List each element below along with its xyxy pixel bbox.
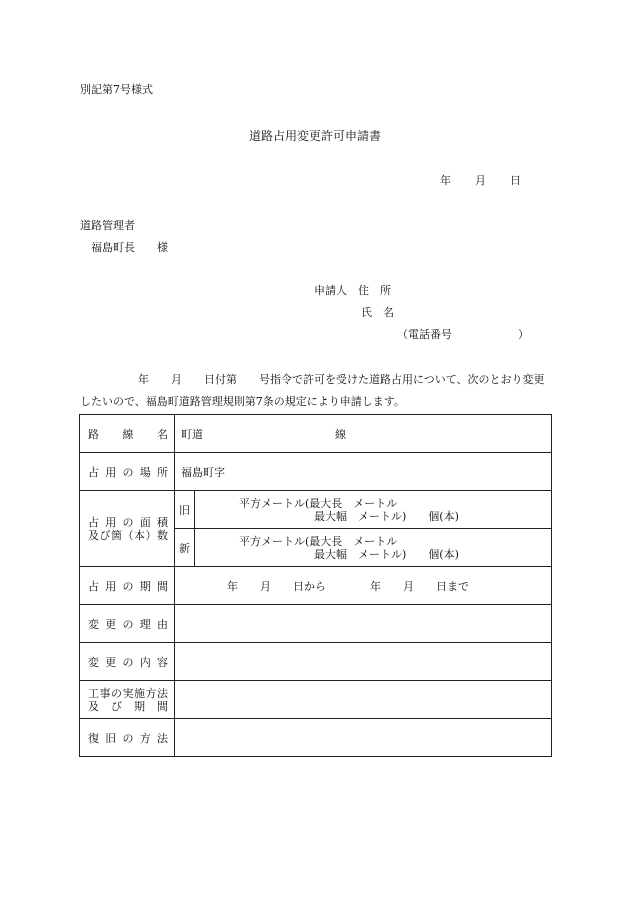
road-name-suffix: 線 <box>335 427 346 441</box>
period-label: 占用の期間 <box>80 567 175 605</box>
construction-field[interactable] <box>175 681 552 719</box>
area-new-line2: 最大幅 メートル) 個(本) <box>314 547 459 561</box>
row-content <box>80 643 552 681</box>
reason-label: 変更の理由 <box>80 605 175 643</box>
road-name-field[interactable] <box>175 415 552 453</box>
restoration-field[interactable] <box>175 719 552 757</box>
construction-label-line2: 及び期間 <box>88 699 168 713</box>
content-label: 変更の内容 <box>80 643 175 681</box>
construction-label-line1: 工事の実施方法 <box>88 686 168 700</box>
content-field[interactable] <box>175 643 552 681</box>
document-title: 道路占用変更許可申請書 <box>248 129 381 143</box>
form-number: 別記第7号様式 <box>80 83 153 96</box>
area-new-line1: 平方メートル(最大長 メートル <box>239 534 398 548</box>
area-old-line1: 平方メートル(最大長 メートル <box>239 496 398 510</box>
area-old-line2: 最大幅 メートル) 個(本) <box>314 509 459 523</box>
row-reason <box>80 605 552 643</box>
area-new-tag: 新 <box>175 529 195 567</box>
place-field[interactable]: 福島町字 <box>175 453 552 491</box>
row-road-name <box>80 415 552 453</box>
applicant-address-label: 申請人 住 所 <box>314 284 391 297</box>
applicant-name-label: 氏 名 <box>361 306 394 319</box>
area-new-field[interactable] <box>195 529 552 567</box>
body-paragraph: 年 月 日付第 号指令で許可を受けた道路占用について、次のとおり変更したいので、福島町道路管理規則第7条の規定により申請します。 <box>80 373 545 408</box>
applicant-phone-label: （電話番号 ） <box>397 328 529 341</box>
addressee-name: 福島町長 様 <box>91 241 168 254</box>
row-period <box>80 567 552 605</box>
period-field[interactable]: 年 月 日から 年 月 日まで <box>175 567 552 605</box>
restoration-label: 復旧の方法 <box>80 719 175 757</box>
addressee-role: 道路管理者 <box>80 219 135 232</box>
row-restoration <box>80 719 552 757</box>
row-construction <box>80 681 552 719</box>
application-table <box>79 414 552 757</box>
date-year: 年 <box>440 174 451 187</box>
place-label: 占用の場所 <box>80 453 175 491</box>
date-line <box>440 172 521 188</box>
road-name-prefix: 町道 <box>181 427 203 441</box>
area-label-line2: 及び箇（本）数 <box>88 528 168 542</box>
row-place <box>80 453 552 491</box>
road-name-label: 路 線 名 <box>80 415 175 453</box>
reason-field[interactable] <box>175 605 552 643</box>
area-label <box>80 491 175 567</box>
date-month: 月 <box>475 174 486 187</box>
area-old-tag: 旧 <box>175 491 195 529</box>
area-label-line1: 占用の面積 <box>88 515 168 529</box>
row-area-old <box>80 491 552 529</box>
date-day: 日 <box>510 174 521 187</box>
area-old-field[interactable] <box>195 491 552 529</box>
construction-label <box>80 681 175 719</box>
